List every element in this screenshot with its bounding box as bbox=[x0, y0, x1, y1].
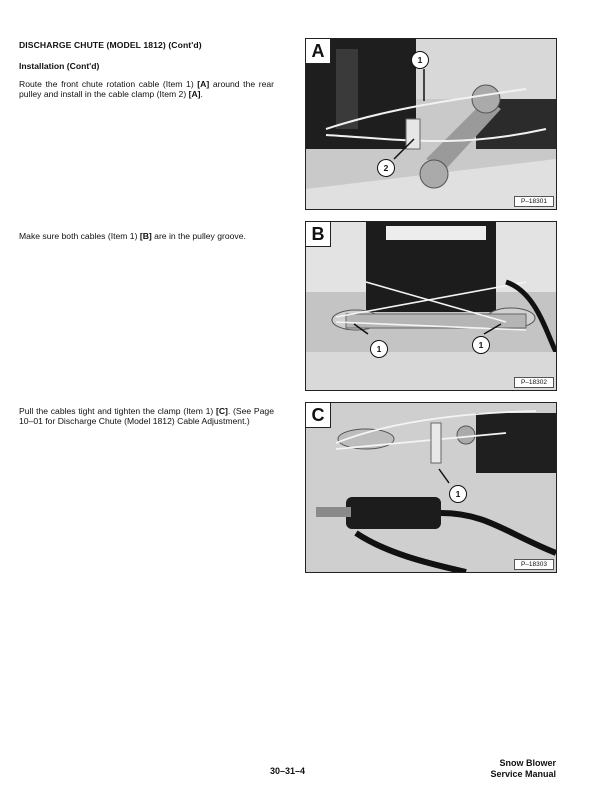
step-3-text: Pull the cables tight and tighten the clamp (Item 1) [C]. (See Page 10–01 for Discharge Chute (Model 1812) Cable Adjustment.) bbox=[19, 406, 274, 427]
photo-c-label: C bbox=[306, 403, 331, 428]
photo-b-label: B bbox=[306, 222, 331, 247]
page-number: 30–31–4 bbox=[270, 766, 306, 776]
photo-a-callout-2: 2 bbox=[377, 159, 395, 177]
photo-a-code: P–18301 bbox=[514, 196, 554, 207]
photo-b bbox=[305, 221, 557, 391]
subsection-heading: Installation (Cont'd) bbox=[19, 61, 100, 71]
photo-b-callout-1a: 1 bbox=[370, 340, 388, 358]
photo-c-code: P–18303 bbox=[514, 559, 554, 570]
photo-b-callout-1b: 1 bbox=[472, 336, 490, 354]
photo-a-label: A bbox=[306, 39, 331, 64]
photo-c-callout-1: 1 bbox=[449, 485, 467, 503]
photo-c-illustration bbox=[306, 403, 556, 572]
step-1-text: Route the front chute rotation cable (Item 1) [A] around the rear pulley and install in the cable clamp (Item 2) [A]. bbox=[19, 79, 275, 100]
photo-a bbox=[305, 38, 557, 210]
manual-title bbox=[490, 758, 556, 779]
photo-a-illustration bbox=[306, 39, 556, 209]
photo-b-code: P–18302 bbox=[514, 377, 554, 388]
photo-a-callout-1: 1 bbox=[411, 51, 429, 69]
section-heading: DISCHARGE CHUTE (MODEL 1812) (Cont'd) bbox=[19, 40, 202, 50]
step-2-text: Make sure both cables (Item 1) [B] are in the pulley groove. bbox=[19, 231, 246, 241]
manual-title-line-1: Snow Blower bbox=[499, 758, 556, 768]
photo-b-illustration bbox=[306, 222, 556, 390]
photo-c bbox=[305, 402, 557, 573]
manual-title-line-2: Service Manual bbox=[490, 768, 556, 779]
